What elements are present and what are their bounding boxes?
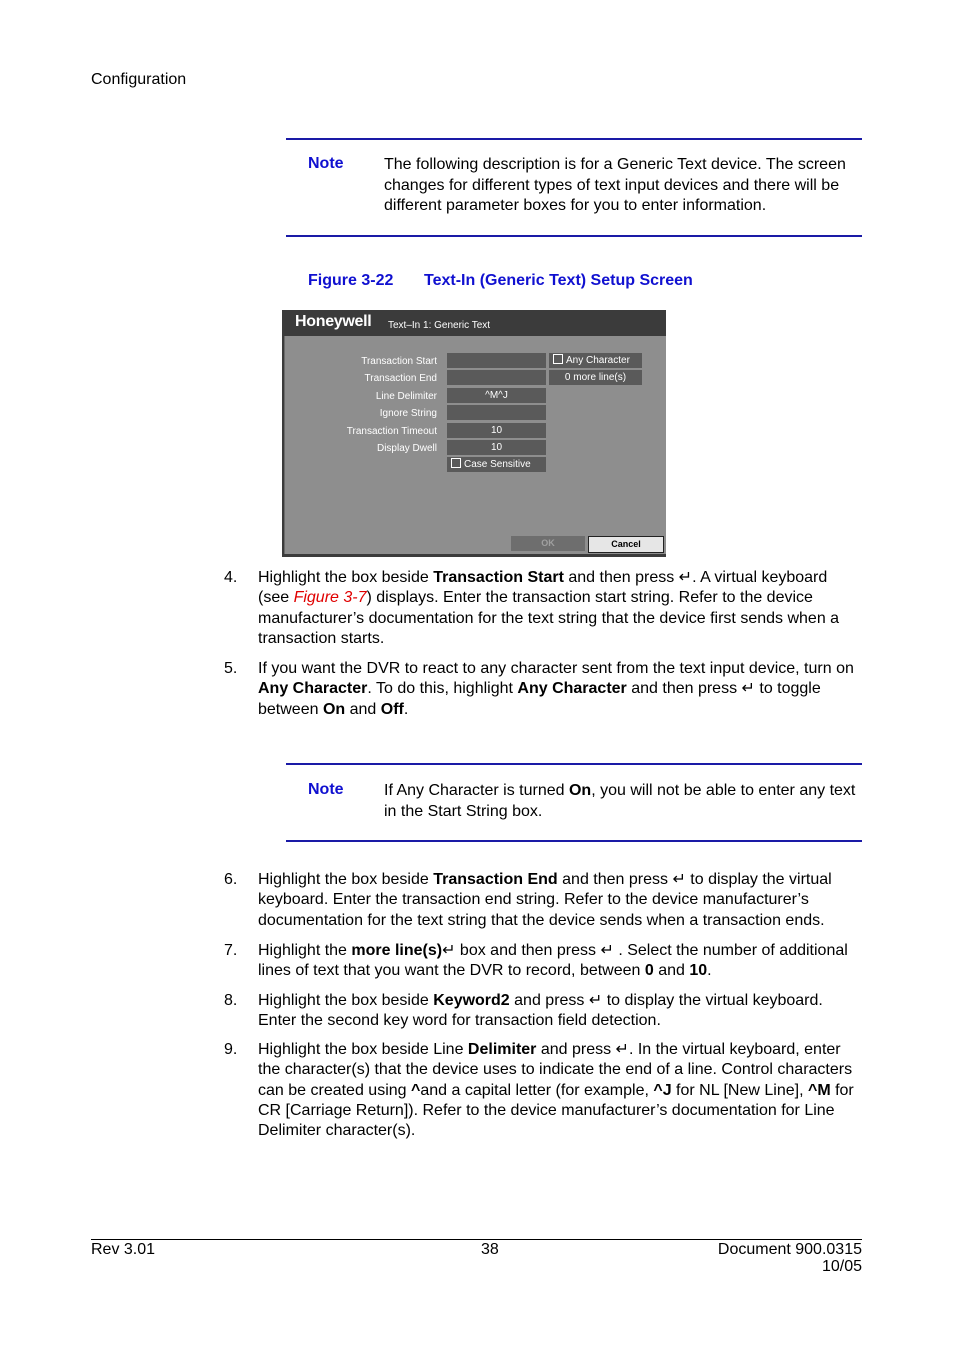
document-date: 10/05 xyxy=(821,1258,862,1275)
any-character-checkbox[interactable]: Any Character xyxy=(549,353,642,368)
step-text: Highlight the box beside Line Delimiter and press ↵. In the virtual keyboard, enter the character(s) that the device uses to indicate the end of a line. Control characters can be created using ^and a capital letter (for example, ^J for NL [New Line], ^M for CR [Carriage Return]). Refer to the device manufacturer’s documentation for Line Delimiter character(s). xyxy=(258,1041,854,1140)
figure-link[interactable]: Figure 3-7 xyxy=(293,589,367,607)
transaction-start-field[interactable] xyxy=(447,353,546,368)
note-label: Note xyxy=(308,781,344,798)
more-lines-select[interactable]: 0 more line(s) xyxy=(549,370,642,385)
note-bottom-rule xyxy=(286,235,862,237)
label-transaction-timeout: Transaction Timeout xyxy=(346,426,437,437)
label-ignore-string: Ignore String xyxy=(379,408,437,419)
line-delimiter-field[interactable]: ^M^J xyxy=(447,388,546,403)
step-number: 8. xyxy=(224,992,238,1009)
document-number: Document 900.0315 xyxy=(717,1241,862,1258)
settings-panel xyxy=(284,336,665,555)
label-transaction-start: Transaction Start xyxy=(361,356,437,367)
running-header: Configuration xyxy=(91,71,187,88)
label-display-dwell: Display Dwell xyxy=(376,443,437,454)
ok-button[interactable]: OK xyxy=(511,536,585,551)
footer-revision: Rev 3.01 xyxy=(91,1241,156,1258)
screen-shadow-bottom xyxy=(282,554,666,557)
checkbox-icon xyxy=(451,458,461,468)
footer-rule xyxy=(91,1239,862,1240)
note-text: The following description is for a Generic Text device. The screen changes for different types of text input devices and there will be different parameter boxes for you to enter information. xyxy=(384,156,846,214)
figure-title: Text-In (Generic Text) Setup Screen xyxy=(424,272,693,289)
step-text: Highlight the more line(s)↵ box and then press ↵ . Select the number of additional lines of text that you want the DVR to record, between 0 and 10. xyxy=(258,942,848,980)
display-dwell-field[interactable]: 10 xyxy=(447,440,546,455)
screen-title: Text–In 1: Generic Text xyxy=(388,320,491,331)
note-top-rule xyxy=(286,763,862,765)
label-transaction-end: Transaction End xyxy=(364,373,437,384)
footer-document xyxy=(662,1241,862,1275)
step-number: 5. xyxy=(224,660,238,677)
dvr-setup-screenshot xyxy=(282,310,666,557)
step-text: Highlight the box beside Keyword2 and press ↵ to display the virtual keyboard. Enter the second key word for transaction field detection. xyxy=(258,992,823,1030)
transaction-end-field[interactable] xyxy=(447,370,546,385)
step-text: If you want the DVR to react to any character sent from the text input device, turn on Any Character. To do this, highlight Any Character and then press ↵ to toggle between On and Off. xyxy=(258,660,854,718)
step-number: 7. xyxy=(224,942,238,959)
cancel-button[interactable]: Cancel xyxy=(588,536,664,553)
note-text: If Any Character is turned On, you will not be able to enter any text in the Start String box. xyxy=(384,782,856,820)
note-label: Note xyxy=(308,155,344,172)
step-text: Highlight the box beside Transaction Start and then press ↵. A virtual keyboard (see Figure 3-7) displays. Enter the transaction start string. Refer to the device manufacturer’s documentation for the text string that the device first sends when a transaction starts. xyxy=(258,569,840,647)
checkbox-icon xyxy=(553,354,563,364)
honeywell-logo: Honeywell xyxy=(295,313,372,330)
transaction-timeout-field[interactable]: 10 xyxy=(447,423,546,438)
step-number: 6. xyxy=(224,871,238,888)
screen-titlebar xyxy=(282,310,666,336)
case-sensitive-checkbox[interactable]: Case Sensitive xyxy=(447,457,546,472)
figure-number: Figure 3-22 xyxy=(308,272,394,289)
page-number: 38 xyxy=(481,1241,499,1258)
ignore-string-field[interactable] xyxy=(447,405,546,420)
step-text: Highlight the box beside Transaction End and then press ↵ to display the virtual keyboard. Enter the transaction end string. Refer to the device manufacturer’s documentation for the text string that the device sends when a transaction ends. xyxy=(258,871,832,929)
step-number: 4. xyxy=(224,569,238,586)
label-line-delimiter: Line Delimiter xyxy=(375,391,437,402)
note-bottom-rule xyxy=(286,840,862,842)
step-number: 9. xyxy=(224,1041,238,1058)
note-top-rule xyxy=(286,138,862,140)
